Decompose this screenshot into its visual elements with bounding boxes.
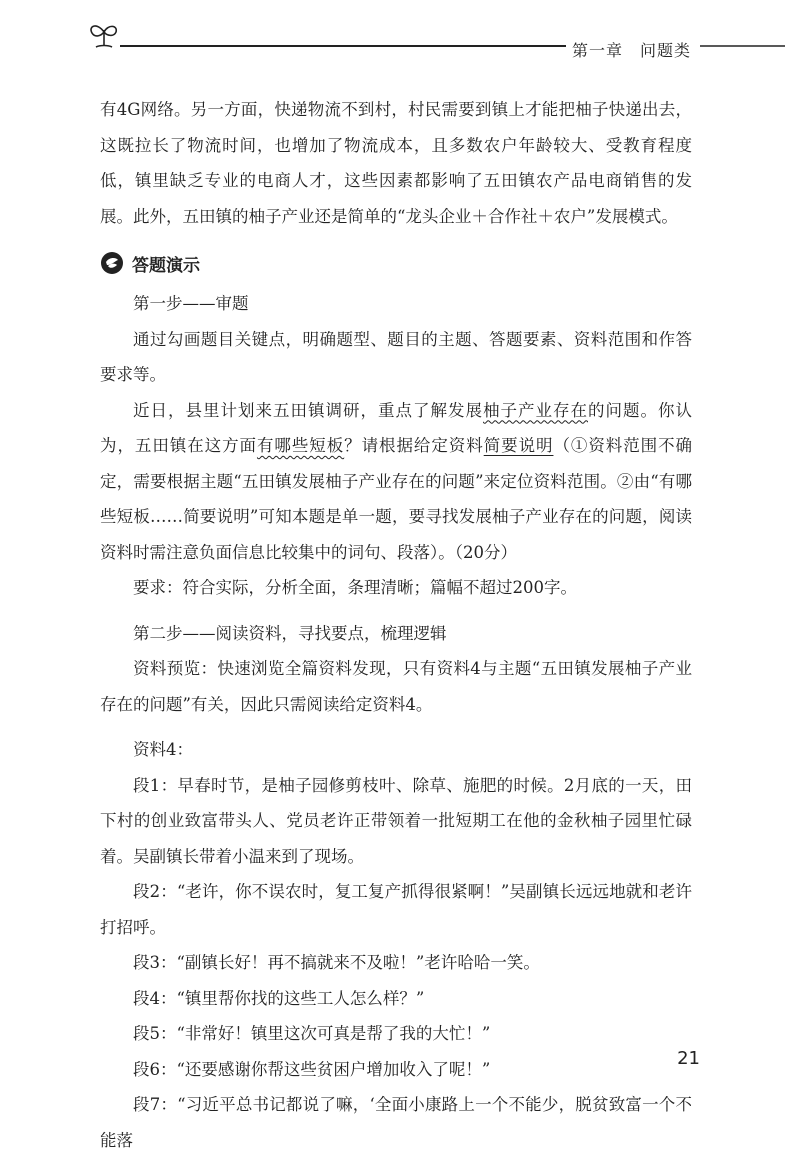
requirement-paragraph: 要求：符合实际，分析全面，条理清晰；篇幅不超过200字。 [133,578,577,597]
emphasis-question: 有哪些短板 [256,436,345,455]
material-paragraph: 段5：“非常好！镇里这次可真是帮了我的大忙！” [133,1024,491,1043]
material-paragraph: 段7：“习近平总书记都说了嘛，‘全面小康路上一个不能少，脱贫致富一个不能落 [100,1095,692,1150]
sprout-icon [91,26,116,47]
step1-title: 第一步——审题 [133,294,249,313]
page-number: 21 [677,1048,700,1069]
page-body [100,92,692,1158]
chapter-title: 第一章 问题类 [566,38,697,61]
emphasis-topic: 柚子产业存在 [483,400,588,420]
material-paragraph: 段6：“还要感谢你帮这些贫困户增加收入了呢！” [133,1059,491,1079]
material-title: 资料4： [133,740,193,759]
preview-paragraph: 资料预览：快速浏览全篇资料发现，只有资料4与主题“五田镇发展柚子产业存在的问题”有关，因此只需阅读给定资料4。 [100,659,692,714]
leaf-badge-icon [100,251,124,275]
intro-paragraph: 有4G网络。另一方面，快递物流不到村，村民需要到镇上才能把柚子快递出去，这既拉长了物流时间，也增加了物流成本，且多数农户年龄较大、受教育程度低，镇里缺乏专业的电商人才，这些因素都影响了五田镇农产品电商销售的发展。此外，五田镇的柚子产业还是简单的“龙头企业＋合作社＋农户”发展模式。 [100,100,692,226]
step1-description: 通过勾画题目关键点，明确题型、题目的主题、答题要素、资料范围和作答要求等。 [100,329,692,384]
material-paragraph: 段3：“副镇长好！再不搞就来不及啦！”老许哈哈一笑。 [133,953,540,972]
question-paragraph: 近日，县里计划来五田镇调研，重点了解发展柚子产业存在的问题。你认为，五田镇在这方面有哪些短板？请根据给定资料简要说明（①资料范围不确定，需要根据主题“五田镇发展柚子产业存在的问题”来定位资料范围。②由“有哪些短板……简要说明”可知本题是单一题，要寻找发展柚子产业存在的问题，阅读资料时需注意负面信息比较集中的词句、段落）。（20分） [100,400,693,562]
material-paragraph: 段2：“老许，你不误农时，复工复产抓得很紧啊！”吴副镇长远远地就和老许打招呼。 [100,882,692,937]
emphasis-task: 简要说明 [483,436,554,455]
page-header [0,0,800,70]
material-paragraph: 段4：“镇里帮你找的这些工人怎么样？” [133,988,425,1008]
section-heading [100,246,692,280]
section-title: 答题演示 [132,255,200,276]
material-paragraph: 段1：早春时节，是柚子园修剪枝叶、除草、施肥的时候。2月底的一天，田下村的创业致富带头人、党员老许正带领着一批短期工在他的金秋柚子园里忙碌着。吴副镇长带着小温来到了现场。 [100,775,692,866]
step2-title: 第二步——阅读资料，寻找要点，梳理逻辑 [133,623,447,643]
